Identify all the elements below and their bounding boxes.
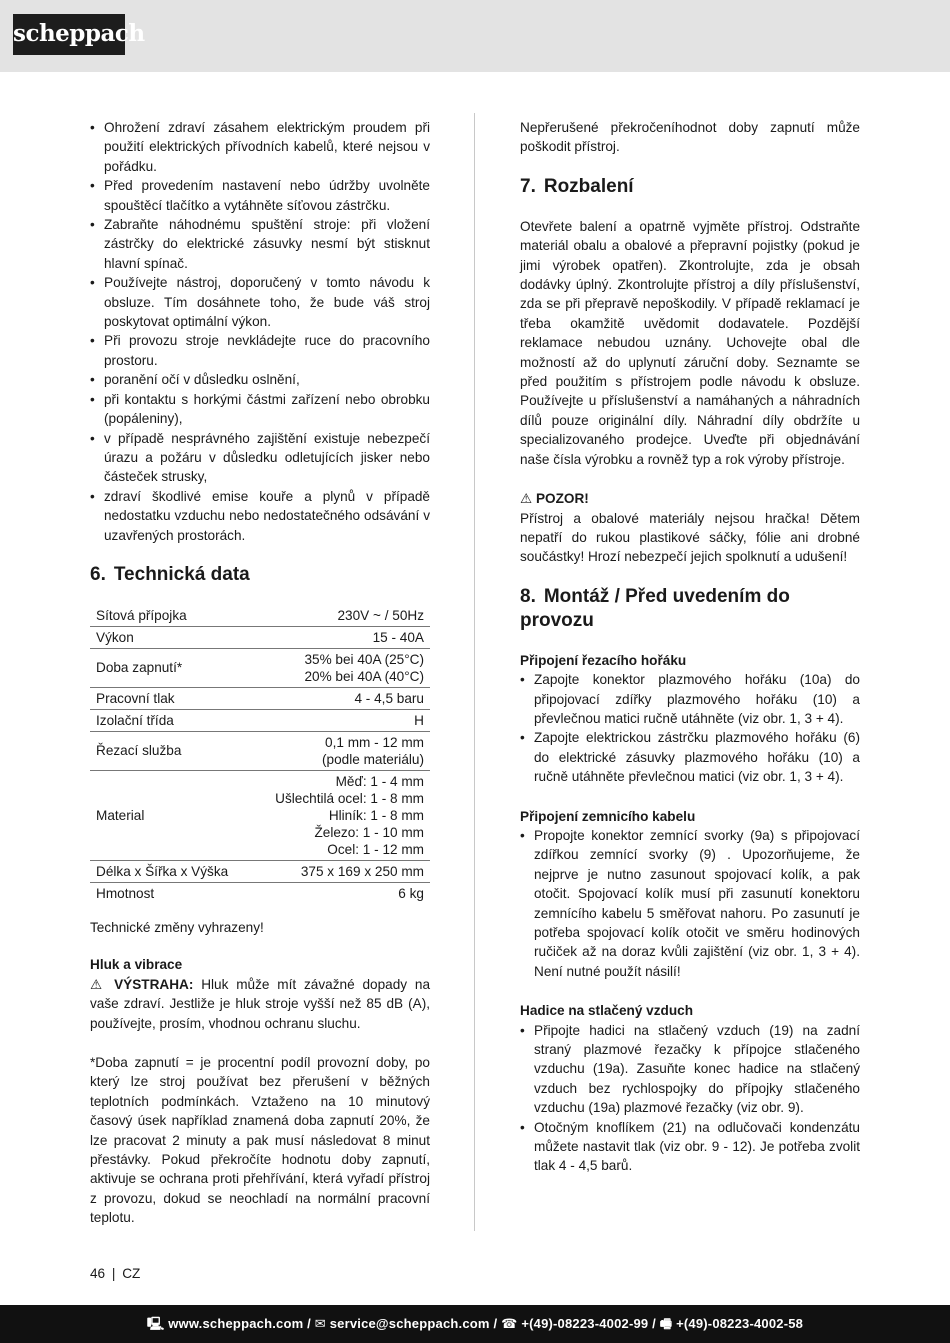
duty-cycle-note: *Doba zapnutí = je procentní podíl provozní doby, po který lze stroj používat bez přerušení v běžných teplotních podmínkách. Vztaženo na 10 minutový časový úsek například znamená doba zapnutí 20%, že lze pracovat 2 minuty a pak musí následovat 8 minut přestávky. Pokud překročíte hodnotu doby zapnutí, aktivuje se ochrana proti přehřívání, která vyřadí přístroj z provozu, dokud se neochladí na normální pracovní teplotu. <box>90 1054 430 1226</box>
table-row <box>90 731 430 770</box>
list-item: • Zapojte elektrickou zástrčku plazmového hořáku (6) do elektrické zásuvky plazmového hořáku (10) a ručně utáhněte převlečnou matici (viz obr. 1, 3 + 4). <box>520 728 860 786</box>
list-item: • Používejte nástroj, doporučený v tomto návodu k obsluze. Tím dosáhnete toho, že bude váš stroj poskytovat optimální výkon. <box>90 273 430 331</box>
table-label: Hmotnost <box>96 885 155 901</box>
page-number-value: 46 <box>90 1266 106 1281</box>
table-row <box>90 648 430 687</box>
intro-text: Nepřerušené překročeníhodnot doby zapnutí může poškodit přístroj. <box>520 120 860 155</box>
air-bullet-list <box>520 1021 860 1176</box>
value-line: Ušlechtilá ocel: 1 - 8 mm <box>275 790 424 806</box>
value-line: Měď: 1 - 4 mm <box>335 773 424 789</box>
table-row <box>90 770 430 860</box>
section-6-heading: 6. Technická data <box>90 563 250 585</box>
value-line: Železo: 1 - 10 mm <box>314 824 424 840</box>
unpacking-text: Otevřete balení a opatrně vyjměte přístroj. Odstraňte materiál obalu a obalové a přepravní pojistky (pokud je jimi výrobek opatřen). Zkontrolujte, zda je obsah dodávky úplný. Zkontrolujte přístroj a díly příslušenství, zda se při přepravě nepoškodily. V případě reklamací je třeba okamžitě uvědomit dodavatele. Pozdější reklamace nebudou uznány. Uchovejte obal dle možností až do uplynutí záruční doby. Seznamte se před použitím s přístrojem podle návodu k obsluze. Používejte u příslušenství a namáhaných a náhradních dílů pouze originální díly. Náhradní díly obdržíte u specializovaného prodejce. Uveďte při objednávání naše čísla výrobku a rovněž typ a rok výroby přístroje. <box>520 218 860 467</box>
warning-icon: ⚠ <box>520 491 533 507</box>
list-item: • Zapojte konektor plazmového hořáku (10a) do připojovací zdířky plazmového hořáku (10) a převlečnou matici ručně utáhněte (viz obr. 1, 3 + 4). <box>520 670 860 728</box>
page-header <box>0 0 950 72</box>
torch-bullet-list <box>520 670 860 786</box>
table-value <box>251 731 430 770</box>
list-item: • Před provedením nastavení nebo údržby uvolněte spouštěcí tlačítko a vytáhněte síťovou zástrčku. <box>90 176 430 215</box>
value-line: 0,1 mm - 12 mm <box>325 734 424 750</box>
table-label: Pracovní tlak <box>90 687 251 709</box>
table-value: 6 kg <box>398 885 424 901</box>
table-label: Izolační třída <box>90 709 251 731</box>
table-value <box>251 648 430 687</box>
page-footer: 🖳 www.scheppach.com / ✉ service@scheppach.com / ☎ +(49)-08223-4002-99 / 🖷 +(49)-08223-4002-58 <box>0 1305 950 1343</box>
list-item: • Při provozu stroje nevkládejte ruce do pracovního prostoru. <box>90 331 430 370</box>
warning-text: Hluk může mít závažné dopady na vaše zdraví. Jestliže je hluk stroje vyšší než 85 dB (A), používejte, prosím, vhodnou ochranu sluchu. <box>90 976 431 1031</box>
table-label: Sítová přípojka <box>90 605 251 627</box>
list-item: • při kontaktu s horkými částmi zařízení nebo obrobku (popáleniny), <box>90 390 430 429</box>
value-line: (podle materiálu) <box>322 751 424 767</box>
table-row <box>90 860 430 882</box>
table-row <box>90 626 430 648</box>
page-number: 46 | CZ <box>90 1266 141 1281</box>
fax-number[interactable]: +(49)-08223-4002-58 <box>676 1316 804 1331</box>
phone-icon: ☎ <box>501 1316 518 1331</box>
table-label: Délka x Šířka x Výška <box>90 860 251 882</box>
email-icon: ✉ <box>314 1316 326 1331</box>
list-item: • poranění očí v důsledku oslnění, <box>90 370 430 389</box>
table-label: Výkon <box>90 626 251 648</box>
table-value: 4 - 4,5 baru <box>251 687 430 709</box>
table-row <box>90 709 430 731</box>
table-value: 375 x 169 x 250 mm <box>251 860 430 882</box>
section-7-heading: 7. Rozbalení <box>520 175 634 197</box>
ground-bullet-list <box>520 826 860 981</box>
table-row <box>90 687 430 709</box>
value-line: 20% bei 40A (40°C) <box>304 668 424 684</box>
air-heading: Hadice na stlačený vzduch <box>520 1003 694 1019</box>
left-column <box>90 118 430 1228</box>
email-link[interactable]: service@scheppach.com <box>329 1316 490 1331</box>
caution-text: Přístroj a obalové materiály nejsou hračka! Dětem nepatří do rukou plastikové sáčky, fólie ani drobné součástky! Hrozí nebezpečí jejich spolknutí a udušení! <box>520 510 860 565</box>
table-value: H <box>251 709 430 731</box>
noise-heading: Hluk a vibrace <box>90 957 183 973</box>
table-label: Material <box>90 770 251 860</box>
phone-number[interactable]: +(49)-08223-4002-99 <box>521 1316 649 1331</box>
right-column <box>520 118 860 1176</box>
value-line: Hliník: 1 - 8 mm <box>328 807 424 823</box>
caution-heading <box>520 489 860 508</box>
column-divider <box>474 113 475 1231</box>
list-item: • Připojte hadici na stlačený vzduch (19) na zadní straný plazmové řezačky k přípojce stlačeného vzduchu (19a). Zasuňte konec hadice na stlačený vzduch bez rychlospojky do přípojky stlačeného vzduchu (19a) plazmové řezačky (viz obr. 9). <box>520 1021 860 1118</box>
caution-label: POZOR! <box>535 491 589 507</box>
safety-bullet-list <box>90 118 430 545</box>
table-label: Řezací služba <box>90 731 251 770</box>
page-language: CZ <box>122 1266 141 1281</box>
warning-label: VÝSTRAHA: <box>114 976 194 992</box>
noise-warning <box>90 975 430 1033</box>
torch-heading: Připojení řezacího hořáku <box>520 652 687 668</box>
list-item: • Propojte konektor zemnící svorky (9a) s připojovací zdířkou zemnící svorky (9) . Upozorňujeme, že nejprve je nutno zasunout spojovací kolík, a pak otočit. Spojovací kolík musí při zasunutí konektoru zemnícího kabelu 5 směřovat nahoru. Po zasunutí je potřeba spojovací kolík otočit ve směru hodinových ručiček až na doraz kvůli zajištění (viz obr. 1, 3 + 4). Není nutné použít násilí! <box>520 826 860 981</box>
computer-icon: 🖳 <box>146 1316 165 1331</box>
value-line: Ocel: 1 - 12 mm <box>327 841 424 857</box>
table-value: 15 - 40A <box>251 626 430 648</box>
fax-icon: 🖷 <box>659 1316 673 1331</box>
table-row <box>90 605 430 627</box>
warning-icon: ⚠ <box>90 976 107 992</box>
list-item: • v případě nesprávného zajištění existuje nebezpečí úrazu a požáru v důsledku odletujících jisker nebo částeček strusky, <box>90 429 430 487</box>
table-value <box>251 770 430 860</box>
list-item: • Otočným knoflíkem (21) na odlučovači kondenzátu můžete nastavit tlak (viz obr. 9 - 12). Je potřeba zvolit tlak 4 - 4,5 barů. <box>520 1118 860 1176</box>
list-item: • Zabraňte náhodnému spuštění stroje: při vložení zástrčky do elektrické zásuvky nesmí být stisknut hlavní spínač. <box>90 215 430 273</box>
tech-data-table <box>90 605 430 904</box>
ground-heading: Připojení zemnicího kabelu <box>520 808 696 824</box>
value-line: 35% bei 40A (25°C) <box>304 651 424 667</box>
list-item: • Ohrožení zdraví zásahem elektrickým proudem při použití elektrických přívodních kabelů, které nejsou v pořádku. <box>90 118 430 176</box>
section-8-heading: 8. Montáž / Před uvedením do provozu <box>520 585 790 631</box>
table-row <box>90 882 430 904</box>
table-value: 230V ~ / 50Hz <box>251 605 430 627</box>
list-item: • zdraví škodlivé emise kouře a plynů v případě nedostatku vzduchu nebo nedostatečného odsávání v uzavřených prostorách. <box>90 487 430 545</box>
tech-note: Technické změny vyhrazeny! <box>90 919 264 935</box>
website-link[interactable]: www.scheppach.com <box>168 1316 304 1331</box>
table-label: Doba zapnutí* <box>90 648 251 687</box>
brand-logo[interactable]: scheppach <box>13 14 125 55</box>
